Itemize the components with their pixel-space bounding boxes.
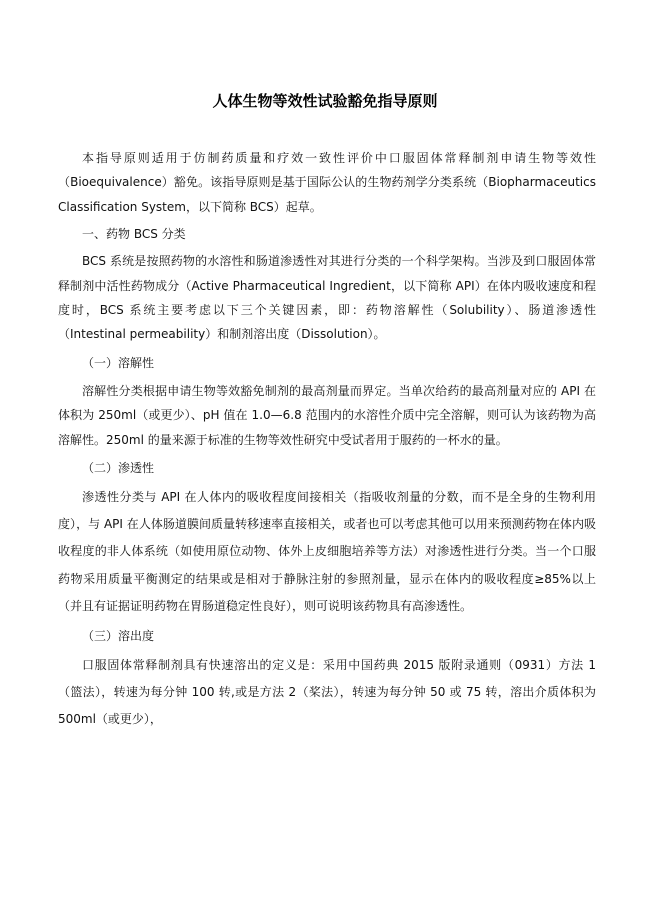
bcs-paragraph: BCS 系统是按照药物的水溶性和肠道渗透性对其进行分类的一个科学架构。当涉及到口服固体常释制剂中活性药物成分（Active Pharmaceutical Ingredient，以下简称 API）在体内吸收速度和程度时，BCS 系统主要考虑以下三个关键因素，即：药物溶解性（Solubility）、肠道渗透性（Intestinal permeability）和制剂溶出度（Dissolution）。	[58, 254, 596, 342]
section-heading-bcs-classification: 一、药物 BCS 分类	[82, 227, 186, 242]
permeability-paragraph: 渗透性分类与 API 在人体内的吸收程度间接相关（指吸收剂量的分数，而不是全身的生物利用度），与 API 在人体肠道膜间质量转移速率直接相关，或者也可以考虑其他可以用来预测药物在体内吸收程度的非人体系统（如使用原位动物、体外上皮细胞培养等方法）对渗透性进行分类。当一个口服药物采用质量平衡测定的结果或是相对于静脉注射的参照剂量，显示在体内的吸收程度≥85%以上（并且有证据证明药物在胃肠道稳定性良好），则可说明该药物具有高渗透性。	[58, 490, 596, 613]
subsection-heading-dissolution: （三）溶出度	[82, 629, 155, 644]
document-title: 人体生物等效性试验豁免指导原则	[212, 92, 438, 110]
subsection-heading-permeability: （二）渗透性	[82, 461, 155, 476]
intro-paragraph: 本指导原则适用于仿制药质量和疗效一致性评价中口服固体常释制剂申请生物等效性（Bioequivalence）豁免。该指导原则是基于国际公认的生物药剂学分类系统（Biopharmaceutics Classification System，以下简称 BCS）起草。	[58, 151, 596, 214]
document-body	[58, 146, 596, 734]
solubility-paragraph: 溶解性分类根据申请生物等效豁免制剂的最高剂量而界定。当单次给药的最高剂量对应的 API 在体积为 250ml（或更少）、pH 值在 1.0—6.8 范围内的水溶性介质中完全溶解，则可认为该药物为高溶解性。250ml 的量来源于标准的生物等效性研究中受试者用于服药的一杯水的量。	[58, 383, 596, 447]
dissolution-paragraph: 口服固体常释制剂具有快速溶出的定义是：采用中国药典 2015 版附录通则（0931）方法 1 （篮法），转速为每分钟 100 转,或是方法 2（桨法），转速为每分钟 50 或 75 转，溶出介质体积为 500ml（或更少），	[58, 658, 596, 727]
subsection-heading-solubility: （一）溶解性	[82, 355, 155, 370]
